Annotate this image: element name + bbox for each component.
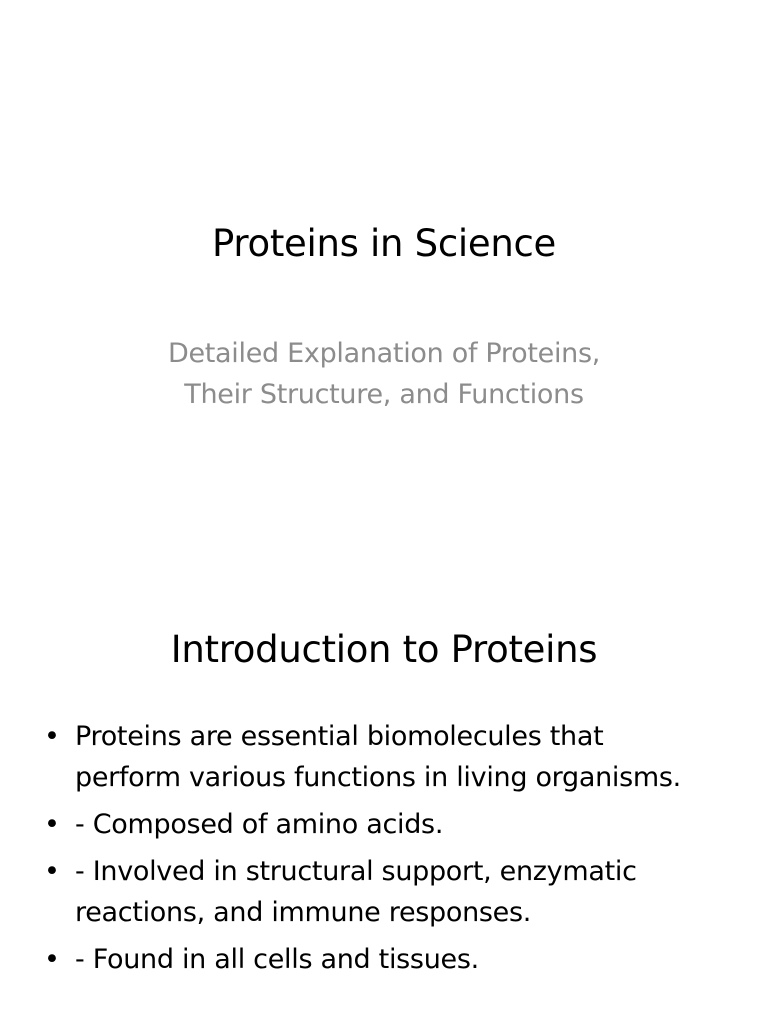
bullet-text: - Composed of amino acids. xyxy=(75,809,444,840)
content-slide xyxy=(0,576,768,1024)
subtitle-line: Detailed Explanation of Proteins, xyxy=(167,338,601,369)
bullet-item xyxy=(0,939,768,980)
bullet-icon: • xyxy=(44,809,60,840)
slide-title: Introduction to Proteins xyxy=(170,628,598,671)
bullet-text: reactions, and immune responses. xyxy=(75,897,532,928)
bullet-text: - Found in all cells and tissues. xyxy=(75,944,479,975)
bullet-item xyxy=(0,851,768,933)
bullet-icon: • xyxy=(44,721,60,752)
bullet-icon: • xyxy=(44,856,60,887)
bullet-list xyxy=(0,716,768,986)
bullet-icon: • xyxy=(44,944,60,975)
bullet-text: - Involved in structural support, enzymatic xyxy=(75,856,637,887)
bullet-text: Proteins are essential biomolecules that xyxy=(75,721,604,752)
bullet-text: perform various functions in living organisms. xyxy=(75,762,681,793)
bullet-item xyxy=(0,804,768,845)
subtitle-line: Their Structure, and Functions xyxy=(184,379,584,410)
slide-title: Proteins in Science xyxy=(212,222,556,265)
bullet-item xyxy=(0,716,768,798)
slide-subtitle xyxy=(0,333,768,415)
